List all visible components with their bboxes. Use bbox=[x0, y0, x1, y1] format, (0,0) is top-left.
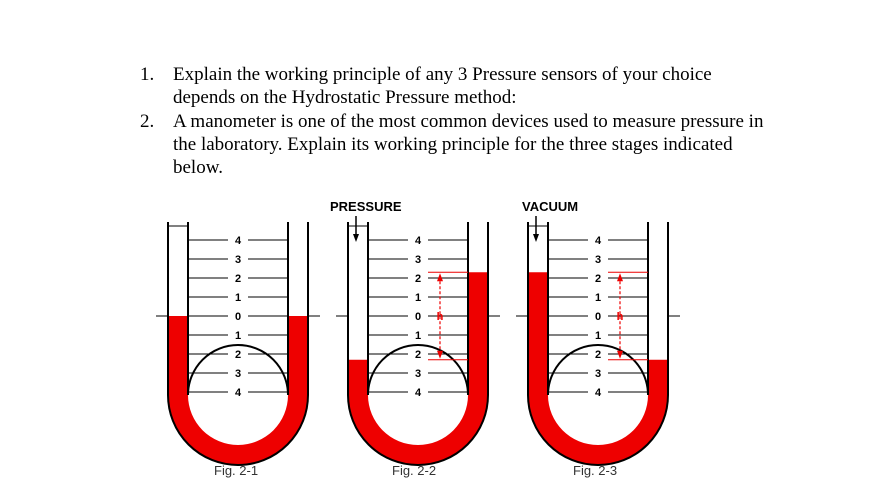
h-label: h bbox=[616, 311, 624, 323]
scale-label: 3 bbox=[234, 368, 242, 380]
scale-label: 4 bbox=[594, 235, 602, 247]
scale-label: 3 bbox=[594, 368, 602, 380]
manometer-fig-2 bbox=[336, 216, 500, 465]
flow-arrow-head bbox=[533, 234, 539, 242]
scale-label: 1 bbox=[414, 292, 422, 304]
scale-label: 2 bbox=[594, 273, 602, 285]
flow-arrow-head bbox=[353, 234, 359, 242]
fig-3-header: VACUUM bbox=[522, 199, 579, 214]
scale-label: 3 bbox=[414, 254, 422, 266]
scale-label: 2 bbox=[234, 349, 242, 361]
scale-label: 2 bbox=[234, 273, 242, 285]
scale-label: 2 bbox=[414, 349, 422, 361]
scale-label: 2 bbox=[414, 273, 422, 285]
scale-label: 0 bbox=[234, 311, 242, 323]
scale-label: 0 bbox=[594, 311, 602, 323]
scale-label: 3 bbox=[594, 254, 602, 266]
scale-label: 1 bbox=[234, 330, 242, 342]
scale-label: 0 bbox=[414, 311, 422, 323]
h-arrow-head-up bbox=[437, 273, 443, 281]
scale-label: 1 bbox=[414, 330, 422, 342]
manometer-fig-3 bbox=[516, 216, 680, 465]
fig-2-3-caption: Fig. 2-3 bbox=[573, 463, 618, 478]
scale-label: 1 bbox=[594, 292, 602, 304]
scale-label: 1 bbox=[234, 292, 242, 304]
scale-label: 4 bbox=[234, 235, 242, 247]
manometer-fig-1 bbox=[156, 222, 320, 465]
h-arrow-head-up bbox=[617, 273, 623, 281]
h-arrow-head-down bbox=[617, 351, 623, 359]
h-label: h bbox=[436, 311, 444, 323]
fig-2-1-caption: Fig. 2-1 bbox=[214, 463, 259, 478]
scale-label: 4 bbox=[414, 387, 422, 399]
scale-label: 3 bbox=[414, 368, 422, 380]
scale-label: 2 bbox=[594, 349, 602, 361]
scale-label: 4 bbox=[234, 387, 242, 399]
scale-label: 4 bbox=[594, 387, 602, 399]
question-1-text: Explain the working principle of any 3 Pressure sensors of your choice depends on the Hydrostatic Pressure method: bbox=[173, 64, 712, 108]
question-2-number: 2. bbox=[140, 111, 155, 132]
scale-label: 4 bbox=[414, 235, 422, 247]
scale-label: 3 bbox=[234, 254, 242, 266]
question-2-text: A manometer is one of the most common devices used to measure pressure in the laboratory. Explain its working principle for the three stages indicated below. bbox=[173, 111, 764, 178]
h-arrow-head-down bbox=[437, 351, 443, 359]
scale-label: 1 bbox=[594, 330, 602, 342]
fig-2-header: PRESSURE bbox=[330, 199, 402, 214]
fig-2-2-caption: Fig. 2-2 bbox=[392, 463, 437, 478]
question-1-number: 1. bbox=[140, 64, 155, 85]
